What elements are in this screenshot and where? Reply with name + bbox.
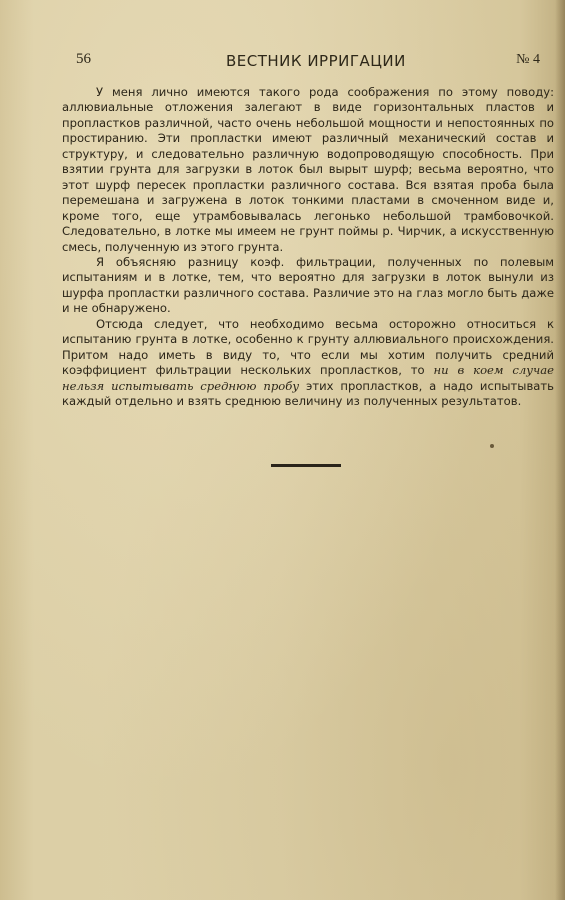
article-body <box>62 85 554 410</box>
page-number: 56 <box>76 51 91 67</box>
paragraph-3-emphasis: ни в коем случае нельзя испытывать среднюю пробу <box>62 363 554 393</box>
paragraph-3-start: Отсюда следует, что необходимо весьма осторожно относиться к испытанию грунта в лотке, особенно к грунту аллювиального происхождения. Притом надо иметь в виду то, что если мы хотим получить средний коэффициент фильтрации нескольких пропластков, то <box>62 316 554 378</box>
paragraph-1: У меня лично имеются такого рода соображения по этому поводу: аллювиальные отложения залегают в виде горизонтальных пластов и пропластков различной, часто очень небольшой мощности и непостоянных по простиранию. Эти пропластки имеют различный механический состав и структуру, и следовательно различную водопроводящую способность. При взятии грунта для загрузки в лоток был вырыт шурф; весьма вероятно, что этот шурф пересек пропластки различного состава. Вся взятая проба была перемешана и загружена в лоток тонкими пластами в смоченном виде и, кроме того, еще утрамбовывалась легонько небольшой трамбовочкой. Следовательно, в лотке мы имеем не грунт поймы р. Чирчик, а искусственную смесь, полученную из этого грунта. <box>62 85 554 254</box>
running-header <box>76 51 540 73</box>
journal-title: ВЕСТНИК ИРРИГАЦИИ <box>226 52 406 70</box>
paragraph-3-end: этих пропластков, а надо испытывать каждый отдельно и взять среднюю величину из полученных результатов. <box>62 378 554 409</box>
paragraph-3 <box>62 317 554 410</box>
page-edge-shadow <box>555 0 565 900</box>
paragraph-2: Я объясняю разницу коэф. фильтрации, полученных по полевым испытаниям и в лотке, тем, что вероятно для загрузки в лоток вынули из шурфа пропластки различного состава. Различие это на глаз могло быть даже и не обнаружено. <box>62 254 554 316</box>
issue-number: № 4 <box>516 52 540 67</box>
section-end-rule <box>271 464 341 467</box>
paper-speck <box>490 444 494 448</box>
